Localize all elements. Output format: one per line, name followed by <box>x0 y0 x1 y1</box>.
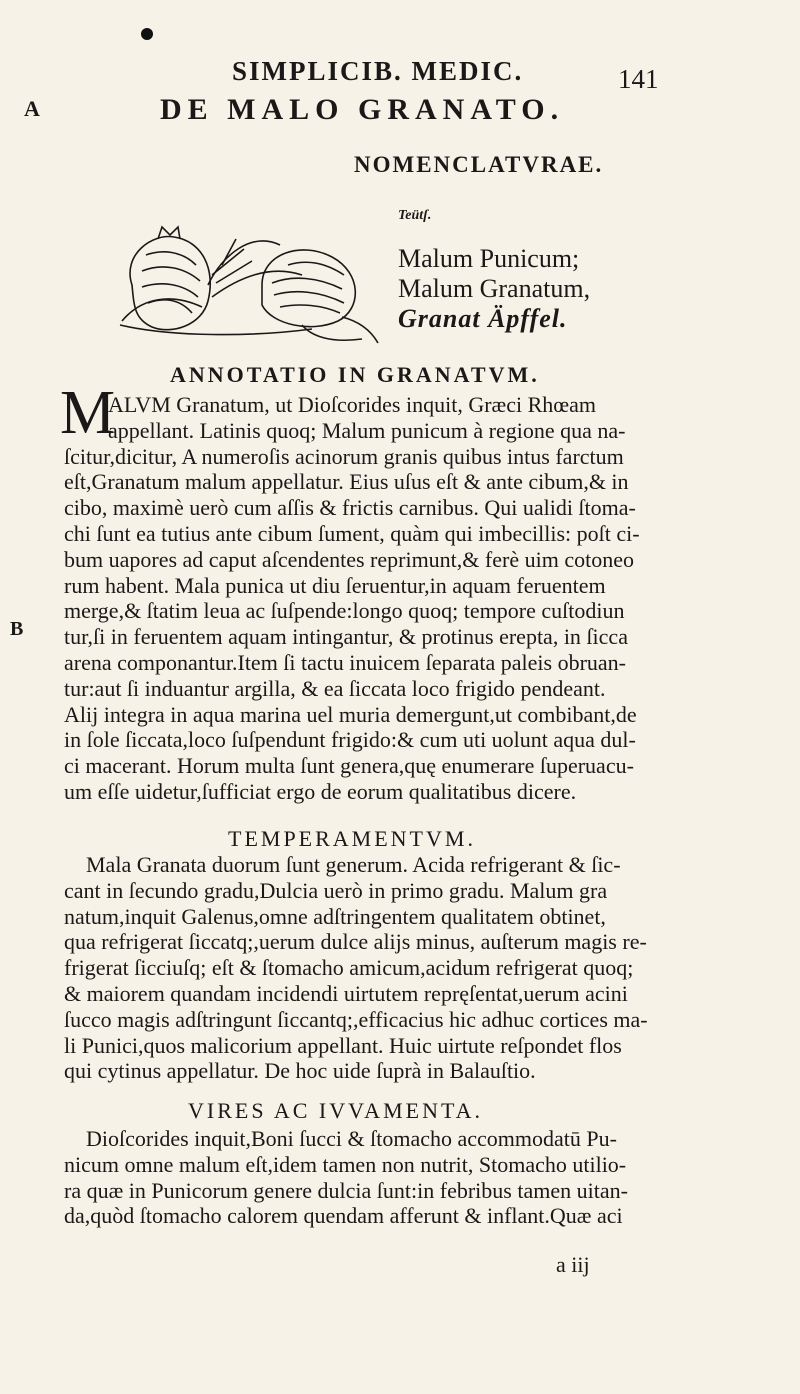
margin-mark-a: A <box>24 96 40 121</box>
german-label: Teütſ. <box>398 208 432 223</box>
section-heading-temperamentum: TEMPERAMENTVM. <box>228 826 476 851</box>
text-line: nicum omne malum eſt,idem tamen non nutrit, Stomacho utilio- <box>64 1151 627 1177</box>
text-line: appellant. Latinis quoq; Malum punicum à regione qua na- <box>108 417 626 443</box>
text-line: ci macerant. Horum multa ſunt genera,quę enumerare ſuperuacu- <box>64 753 634 779</box>
text-line: ra quæ in Punicorum genere dulcia ſunt:in febribus tamen uitan- <box>64 1177 628 1203</box>
text-line: Dioſcorides inquit,Boni ſucci & ſtomacho accommodatū Pu- <box>86 1126 617 1151</box>
text-line: ſcitur,dicitur, A numeroſis acinorum granis quibus intus farctum <box>64 443 624 469</box>
drop-cap: M <box>60 379 116 447</box>
signature-mark: a iij <box>556 1252 590 1277</box>
plant-names <box>398 244 590 334</box>
annotatio-paragraph <box>64 392 714 805</box>
text-line: frigerat ſicciuſq; eſt & ſtomacho amicum,acidum refrigerat quoq; <box>64 955 634 981</box>
text-line: arena componantur.Item ſi tactu inuicem ſeparata paleis obruan- <box>64 649 626 675</box>
text-line: merge,& ſtatim leua ac ſuſpende:longo quoq; tempore cuſtodiun <box>64 598 625 624</box>
text-line: li Punici,quos malicorium appellant. Huic uirtute reſpondet flos <box>64 1032 622 1058</box>
text-line: cant in ſecundo gradu,Dulcia uerò in primo gradu. Malum gra <box>64 877 608 903</box>
text-line: ALVM Granatum, ut Dioſcorides inquit, Græci Rhœam <box>108 392 597 417</box>
vires-paragraph <box>64 1126 714 1229</box>
temperamentum-paragraph <box>64 852 714 1084</box>
running-head: SIMPLICIB. MEDIC. <box>232 56 524 86</box>
text-line: qui cytinus appellatur. De hoc uide ſuprà in Balauſtio. <box>64 1058 536 1084</box>
text-line: rum habent. Mala punica ut diu ſeruentur,in aquam feruentem <box>64 572 606 598</box>
chapter-title: DE MALO GRANATO. <box>160 93 565 126</box>
text-line: natum,inquit Galenus,omne adſtringentem qualitatem obtinet, <box>64 903 606 929</box>
margin-mark-b: B <box>10 618 24 640</box>
text-line: Mala Granata duorum ſunt generum. Acida refrigerant & ſic- <box>86 852 621 877</box>
name-latin-granatum: Malum Granatum, <box>398 274 591 303</box>
name-german: Granat Äpffel. <box>398 304 568 333</box>
text-line: ſucco magis adſtringunt ſiccantq;,efficacius hic adhuc cortices ma- <box>64 1006 648 1032</box>
text-line: cibo, maximè uerò cum aſſis & frictis carnibus. Qui ualidi ſtoma- <box>64 495 636 521</box>
text-line: eſt,Granatum malum appellatur. Eius uſus eſt & ante cibum,& in <box>64 469 629 495</box>
nomenclature-heading: NOMENCLATVRAE. <box>354 152 604 177</box>
text-line: tur:aut ſi induantur argilla, & ea ſiccata loco frigido pendeant. <box>64 675 606 701</box>
text-line: chi ſunt ea tutius ante cibum ſument, quàm qui imbecillis: poſt ci- <box>64 520 640 546</box>
text-line: Alij integra in aqua marina uel muria demergunt,ut combibant,de <box>64 701 637 727</box>
text-line: qua refrigerat ſiccatq;,uerum dulce alijs minus, auſterum magis re- <box>64 929 647 955</box>
name-latin-punicum: Malum Punicum; <box>398 244 580 273</box>
ink-dot <box>141 28 153 40</box>
text-line: tur,ſi in feruentem aquam intingantur, & protinus erepta, in ſicca <box>64 624 628 650</box>
section-heading-vires: VIRES AC IVVAMENTA. <box>188 1098 484 1123</box>
text-line: da,quòd ſtomacho calorem quendam afferunt & inflant.Quæ aci <box>64 1203 623 1229</box>
text-line: um eſſe uidetur,ſufficiat ergo de eorum qualitatibus dicere. <box>64 778 577 804</box>
pomegranate-woodcut-illustration <box>112 225 382 355</box>
page-number: 141 <box>618 64 659 94</box>
section-heading-annotatio: ANNOTATIO IN GRANATVM. <box>170 362 540 387</box>
text-line: in ſole ſiccata,loco ſuſpendunt frigido:& cum uti uolunt aqua dul- <box>64 727 636 753</box>
text-line: bum uapores ad caput aſcendentes reprimunt,& ferè uim cotoneo <box>64 546 634 572</box>
text-line: & maiorem quandam incidendi uirtutem repręſentat,uerum acini <box>64 980 628 1006</box>
